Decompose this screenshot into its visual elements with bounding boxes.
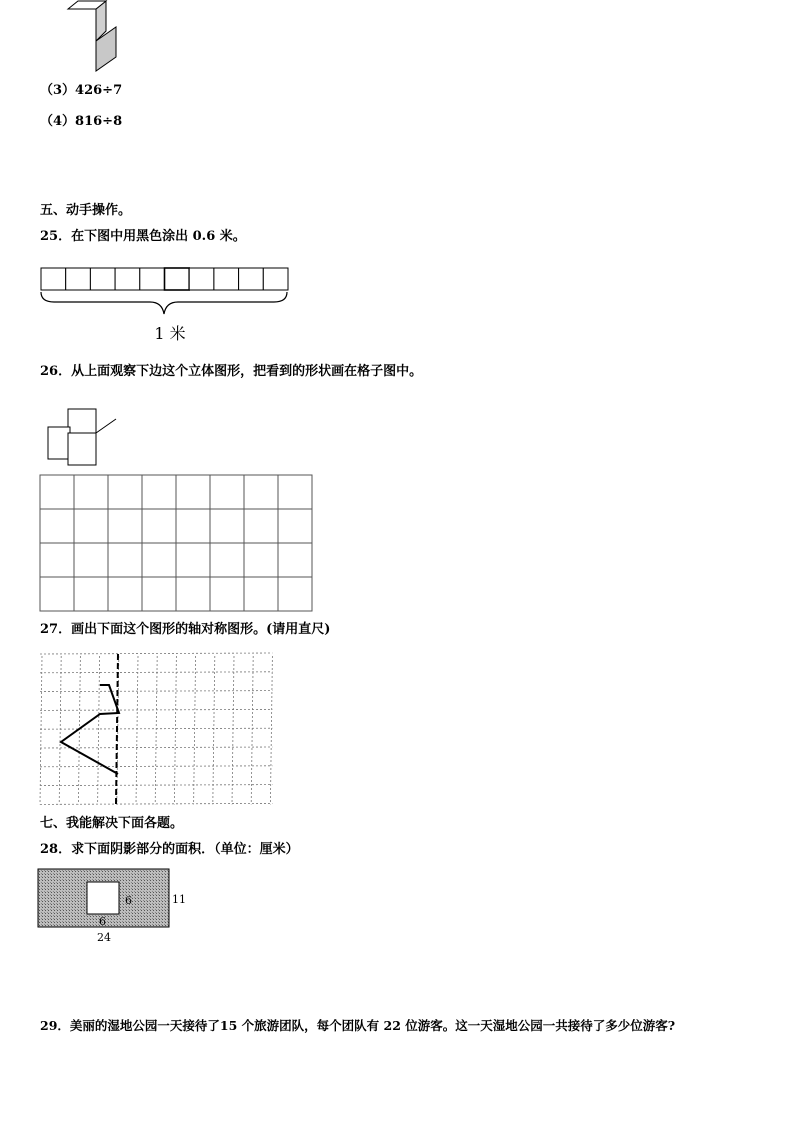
outer-height-label: 11 bbox=[172, 893, 186, 906]
bar-cell bbox=[214, 268, 239, 290]
grid-line-horizontal bbox=[40, 691, 272, 692]
inner-side-right-label: 6 bbox=[125, 894, 132, 907]
grid-line-vertical bbox=[194, 656, 196, 804]
question-28: 28．求下面阴影部分的面积．（单位：厘米） bbox=[40, 842, 299, 857]
section-5-heading: 五、动手操作。 bbox=[40, 203, 132, 218]
grid-line-vertical bbox=[232, 656, 234, 804]
bar-cell bbox=[140, 268, 165, 290]
grid-line-vertical bbox=[251, 656, 253, 804]
grid-cell bbox=[244, 577, 278, 611]
grid-cell bbox=[210, 543, 244, 577]
half-figure bbox=[61, 685, 119, 774]
section-7-heading: 七、我能解决下面各题。 bbox=[40, 816, 184, 831]
grid-line-horizontal bbox=[40, 728, 272, 729]
grid-cell bbox=[278, 509, 312, 543]
bar-cell bbox=[41, 268, 66, 290]
grid-cell bbox=[278, 577, 312, 611]
grid-line-horizontal bbox=[40, 803, 272, 804]
grid-line-horizontal bbox=[40, 653, 272, 654]
grid-cell bbox=[40, 543, 74, 577]
q25-bar-figure bbox=[38, 266, 294, 346]
cube-solid-figure bbox=[46, 392, 122, 464]
grid-line-vertical bbox=[155, 656, 157, 804]
grid-cell bbox=[278, 543, 312, 577]
question-25: 25．在下图中用黑色涂出 0.6 米。 bbox=[40, 229, 246, 244]
grid-cell bbox=[278, 475, 312, 509]
grid-cell bbox=[210, 475, 244, 509]
grid-cell bbox=[244, 543, 278, 577]
inner-square bbox=[87, 882, 119, 914]
question-29: 29．美丽的湿地公园一天接待了15 个旅游团队，每个团队有 22 位游客。这一天湿地公园一共接待了多少位游客? bbox=[40, 1018, 676, 1033]
question-26: 26．从上面观察下边这个立体图形，把看到的形状画在格子图中。 bbox=[40, 364, 423, 379]
grid-line-vertical bbox=[59, 656, 61, 804]
shaded-area-figure bbox=[36, 868, 196, 948]
grid-line-vertical bbox=[136, 656, 138, 804]
grid-cell bbox=[108, 509, 142, 543]
bar-cells bbox=[41, 268, 288, 290]
grid-line-vertical bbox=[40, 656, 42, 804]
grid-cell bbox=[74, 475, 108, 509]
grid-cell bbox=[108, 543, 142, 577]
grid-cell bbox=[210, 509, 244, 543]
grid-cell bbox=[142, 577, 176, 611]
grid-cell bbox=[142, 543, 176, 577]
grid-line-vertical bbox=[270, 656, 272, 804]
inner-side-bottom-label: 6 bbox=[99, 915, 106, 928]
symmetry-axis bbox=[116, 654, 118, 804]
problem-3: （3）426÷7 bbox=[40, 83, 123, 98]
bar-cell bbox=[90, 268, 115, 290]
grid-cell bbox=[40, 509, 74, 543]
grid-cell bbox=[176, 577, 210, 611]
grid-cell bbox=[176, 509, 210, 543]
grid-cell bbox=[40, 577, 74, 611]
grid-line-horizontal bbox=[40, 747, 272, 748]
bar-cell bbox=[239, 268, 264, 290]
grid-line-vertical bbox=[174, 656, 176, 804]
grid-cell bbox=[176, 475, 210, 509]
symmetry-grid-figure bbox=[38, 652, 276, 808]
outer-width-label: 24 bbox=[97, 931, 111, 944]
grid-cell bbox=[40, 475, 74, 509]
grid-line-horizontal bbox=[40, 709, 272, 710]
brace bbox=[41, 292, 287, 314]
bar-cell bbox=[66, 268, 91, 290]
grid-line-vertical bbox=[213, 656, 215, 804]
bar-cell bbox=[189, 268, 214, 290]
grid-cell bbox=[108, 577, 142, 611]
grid-line-horizontal bbox=[40, 672, 272, 673]
grid-line-horizontal bbox=[40, 766, 272, 767]
problem-4: （4）816÷8 bbox=[40, 114, 123, 129]
grid-line-vertical bbox=[98, 656, 100, 804]
grid-cell bbox=[210, 577, 244, 611]
grid-cell bbox=[74, 577, 108, 611]
bar-cell bbox=[165, 268, 190, 290]
grid-cell bbox=[142, 509, 176, 543]
question-27: 27．画出下面这个图形的轴对称图形。(请用直尺) bbox=[40, 622, 331, 637]
grid-line-horizontal bbox=[40, 785, 272, 786]
grid-cell bbox=[176, 543, 210, 577]
q26-answer-grid bbox=[39, 474, 313, 612]
grid-cell bbox=[244, 509, 278, 543]
grid-cell bbox=[74, 543, 108, 577]
grid-cell bbox=[244, 475, 278, 509]
grid-cell bbox=[108, 475, 142, 509]
bar-cell bbox=[115, 268, 140, 290]
grid-cell bbox=[74, 509, 108, 543]
bar-cell bbox=[263, 268, 288, 290]
brace-label: 1 米 bbox=[154, 324, 186, 343]
grid-cell bbox=[142, 475, 176, 509]
